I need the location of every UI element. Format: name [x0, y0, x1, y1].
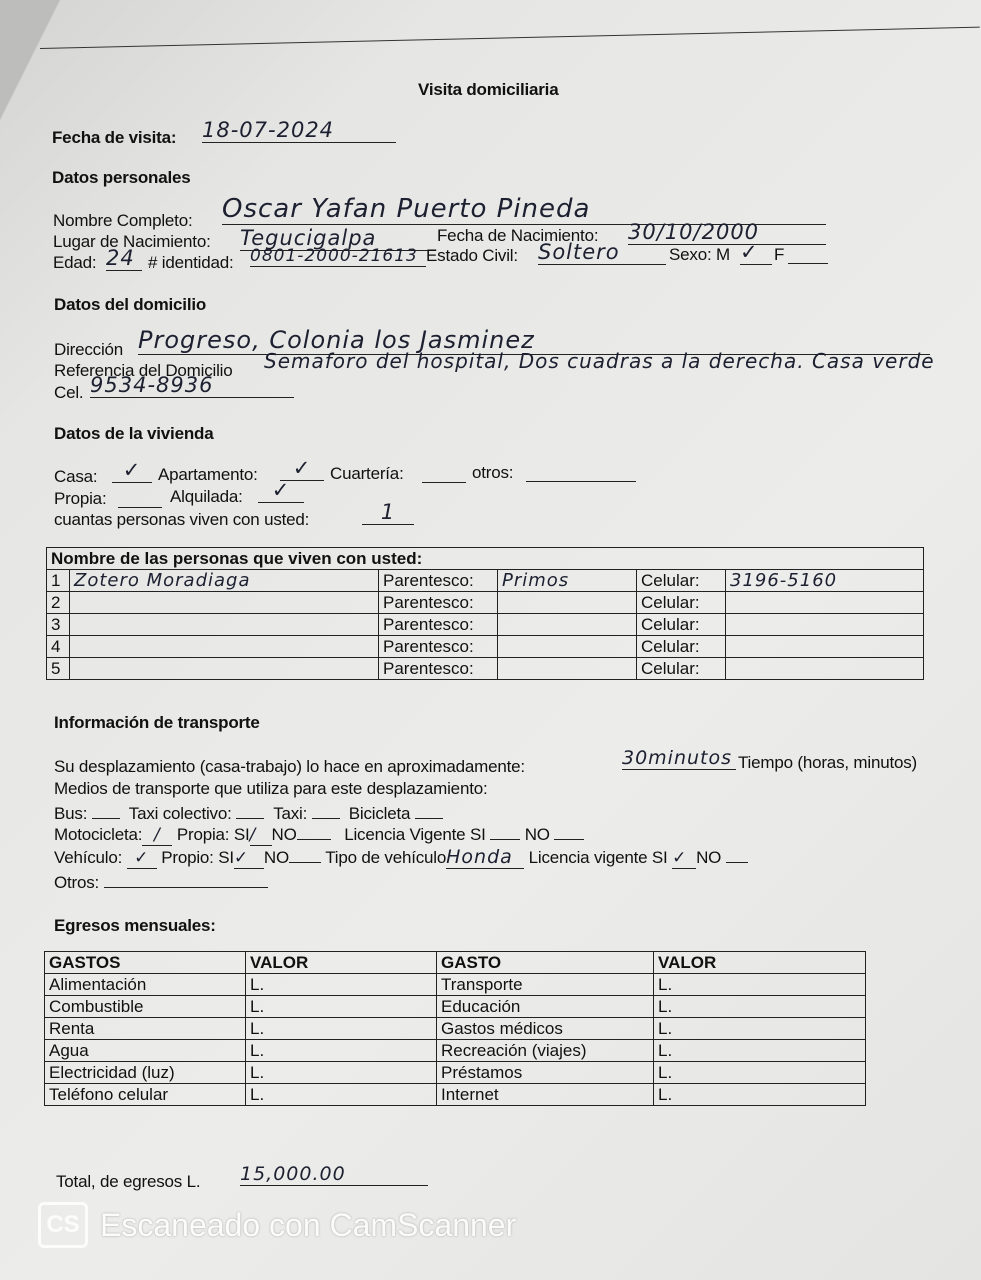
- celular-label: Celular:: [637, 570, 726, 592]
- propio-si-check: ✓: [234, 848, 264, 869]
- cel-label: Cel.: [54, 383, 84, 402]
- propio-si-label: Propio: SI: [161, 848, 234, 867]
- valor-cell: L.: [654, 1018, 866, 1040]
- alquilada-label: Alquilada:: [170, 487, 243, 506]
- cuarteria-blank: [422, 464, 466, 483]
- person-name: [70, 592, 379, 614]
- tiempo-label: Tiempo (horas, minutos): [738, 753, 917, 772]
- desp-value: 30minutos: [622, 747, 736, 770]
- valor-cell: L.: [246, 1062, 437, 1084]
- egresos-heading: Egresos mensuales:: [54, 916, 216, 935]
- gasto-name: Electricidad (luz): [45, 1062, 246, 1084]
- valor-cell: L.: [654, 1062, 866, 1084]
- celular-label: Celular:: [637, 592, 726, 614]
- personas-label: cuantas personas viven con usted:: [54, 510, 310, 529]
- row-number: 1: [47, 570, 70, 592]
- row-number: 2: [47, 592, 70, 614]
- celular-value: [726, 614, 924, 636]
- celular-value: [726, 636, 924, 658]
- page-corner: [0, 0, 60, 120]
- vehiculo-label: Vehículo:: [54, 848, 123, 867]
- medios-label: Medios de transporte que utiliza para este desplazamiento:: [54, 779, 488, 798]
- licencia-label: Licencia Vigente SI: [344, 825, 486, 844]
- bus-label: Bus:: [54, 804, 88, 823]
- person-name: [70, 658, 379, 680]
- dir-value: Progreso, Colonia los Jasminez: [138, 326, 930, 355]
- total-label: Total, de egresos L.: [56, 1172, 201, 1191]
- convivientes-table: [46, 547, 924, 680]
- table-row: [45, 1040, 866, 1062]
- nombre-label: Nombre Completo:: [53, 211, 193, 230]
- civil-label: Estado Civil:: [426, 246, 518, 265]
- fecha-label: Fecha de visita:: [52, 128, 177, 147]
- sexo-label: Sexo: M: [669, 245, 730, 264]
- gasto-name: Préstamos: [437, 1062, 654, 1084]
- celular-label: Celular:: [637, 614, 726, 636]
- celular-label: Celular:: [637, 658, 726, 680]
- column-header: GASTOS: [45, 952, 246, 974]
- taxi-colectivo-label: Taxi colectivo:: [128, 804, 232, 823]
- valor-cell: L.: [246, 1018, 437, 1040]
- gasto-name: Transporte: [437, 974, 654, 996]
- ref-label: Referencia del Domicilio: [54, 361, 233, 380]
- id-value: 0801-2000-21613: [250, 246, 426, 267]
- desp-label: Su desplazamiento (casa-trabajo) lo hace en aproximadamente:: [54, 757, 525, 776]
- parentesco-label: Parentesco:: [379, 570, 498, 592]
- vehiculo-check: ✓: [127, 848, 157, 869]
- celular-label: Celular:: [637, 636, 726, 658]
- parentesco-label: Parentesco:: [379, 592, 498, 614]
- moto-check: /: [142, 825, 172, 846]
- sexo-f-blank: [788, 245, 828, 264]
- valor-cell: L.: [246, 996, 437, 1018]
- gasto-name: Recreación (viajes): [437, 1040, 654, 1062]
- total-value: 15,000.00: [240, 1163, 428, 1186]
- taxi-label: Taxi:: [273, 804, 308, 823]
- alquilada-check: ✓: [258, 478, 304, 503]
- valor-cell: L.: [654, 996, 866, 1018]
- dir-label: Dirección: [54, 340, 124, 359]
- gasto-name: Educación: [437, 996, 654, 1018]
- domicilio-heading: Datos del domicilio: [54, 295, 207, 314]
- fnac-value: 30/10/2000: [628, 220, 826, 245]
- celular-value: [726, 592, 924, 614]
- parentesco-label: Parentesco:: [379, 636, 498, 658]
- moto-label: Motocicleta:: [54, 825, 143, 844]
- celular-value: 3196-5160: [726, 570, 924, 592]
- table-row: [47, 614, 924, 636]
- table-row: [47, 636, 924, 658]
- valor-cell: L.: [246, 1084, 437, 1106]
- gasto-name: Teléfono celular: [45, 1084, 246, 1106]
- table-row: [47, 570, 924, 592]
- column-header: GASTO: [437, 952, 654, 974]
- bicicleta-label: Bicicleta: [348, 804, 411, 823]
- apto-label: Apartamento:: [158, 465, 258, 484]
- casa-label: Casa:: [54, 467, 98, 486]
- convivientes-header: Nombre de las personas que viven con usted:: [47, 548, 924, 570]
- lic2-no-label: NO: [696, 848, 722, 867]
- sexo-m-check: ✓: [740, 240, 772, 265]
- document-title: Visita domiciliaria: [418, 80, 559, 99]
- lugar-label: Lugar de Nacimiento:: [53, 232, 211, 251]
- row-number: 5: [47, 658, 70, 680]
- propia-label: Propia:: [54, 489, 107, 508]
- table-row: [45, 1062, 866, 1084]
- fecha-value: 18-07-2024: [202, 118, 396, 143]
- table-row: [45, 974, 866, 996]
- parentesco-value: [498, 592, 637, 614]
- gasto-name: Gastos médicos: [437, 1018, 654, 1040]
- valor-cell: L.: [654, 1040, 866, 1062]
- licencia-no-label: NO: [524, 825, 550, 844]
- tipo-value: Honda: [446, 846, 524, 869]
- egresos-table: [44, 951, 866, 1106]
- valor-cell: L.: [246, 1040, 437, 1062]
- propia-blank: [118, 489, 162, 508]
- lic2-label: Licencia vigente SI: [528, 848, 668, 867]
- parentesco-value: [498, 636, 637, 658]
- parentesco-label: Parentesco:: [379, 614, 498, 636]
- parentesco-label: Parentesco:: [379, 658, 498, 680]
- table-row: [45, 996, 866, 1018]
- celular-value: [726, 658, 924, 680]
- id-label: # identidad:: [148, 253, 234, 272]
- cuarteria-label: Cuartería:: [330, 464, 404, 483]
- camscanner-watermark: [38, 1202, 516, 1248]
- cel-value: 9534-8936: [90, 373, 294, 398]
- sexo-f-label: F: [774, 245, 785, 264]
- person-name: Zotero Moradiaga: [70, 570, 379, 592]
- propia-si-label: Propia: SI: [176, 825, 250, 844]
- propia-si-check: /: [250, 825, 272, 846]
- personal-heading: Datos personales: [52, 168, 191, 187]
- column-header: VALOR: [654, 952, 866, 974]
- table-row: [47, 658, 924, 680]
- person-name: [70, 636, 379, 658]
- gasto-name: Agua: [45, 1040, 246, 1062]
- edad-label: Edad:: [53, 253, 97, 272]
- valor-cell: L.: [654, 1084, 866, 1106]
- valor-cell: L.: [246, 974, 437, 996]
- civil-value: Soltero: [538, 240, 666, 265]
- parentesco-value: [498, 658, 637, 680]
- nombre-value: Oscar Yafan Puerto Pineda: [222, 194, 826, 225]
- apto-check: ✓: [280, 456, 324, 481]
- propia-no-label: NO: [271, 825, 297, 844]
- lugar-value: Tegucigalpa: [240, 226, 436, 251]
- transporte-heading: Información de transporte: [54, 713, 260, 732]
- transporte-otros-label: Otros:: [54, 873, 100, 892]
- gasto-name: Renta: [45, 1018, 246, 1040]
- row-number: 3: [47, 614, 70, 636]
- valor-cell: L.: [654, 974, 866, 996]
- otros-label: otros:: [472, 463, 514, 482]
- fnac-label: Fecha de Nacimiento:: [437, 226, 599, 245]
- lic2-check: ✓: [672, 848, 696, 869]
- casa-check: ✓: [112, 458, 152, 483]
- person-name: [70, 614, 379, 636]
- table-row: [47, 592, 924, 614]
- table-header-row: [45, 952, 866, 974]
- watermark-text: Escaneado con CamScanner: [100, 1206, 517, 1243]
- personas-value: 1: [362, 500, 414, 525]
- otros-blank: [526, 463, 636, 482]
- table-row: [45, 1018, 866, 1040]
- edad-value: 24: [106, 246, 142, 271]
- tipo-label: Tipo de vehículo: [325, 848, 447, 867]
- gasto-name: Internet: [437, 1084, 654, 1106]
- propio-no-label: NO: [263, 848, 289, 867]
- ref-value: Semaforo del hospital, Dos cuadras a la derecha. Casa verde: [264, 349, 935, 373]
- parentesco-value: Primos: [498, 570, 637, 592]
- gasto-name: Alimentación: [45, 974, 246, 996]
- camscanner-logo-icon: CS: [38, 1202, 88, 1248]
- table-row: [45, 1084, 866, 1106]
- parentesco-value: [498, 614, 637, 636]
- column-header: VALOR: [246, 952, 437, 974]
- vivienda-heading: Datos de la vivienda: [54, 424, 214, 443]
- gasto-name: Combustible: [45, 996, 246, 1018]
- row-number: 4: [47, 636, 70, 658]
